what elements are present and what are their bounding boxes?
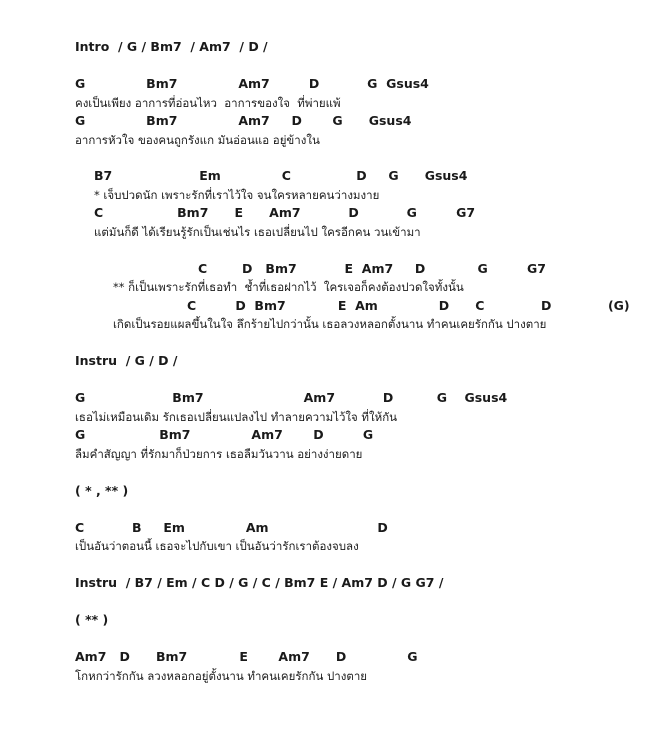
chorus2-lyrics-1: ** ก็เป็นเพราะรักที่เธอทำ ช้ำที่เธอฝากไว้ ใครเจอก็คงต้องปวดใจทั้งนั้น [113, 280, 464, 294]
verse2-lyrics-2: ลืมคำสัญญา ที่รักมาก็ป่วยการ เธอลืมวันวาน อย่างง่ายดาย [75, 447, 363, 461]
bridge-lyrics: เป็นอันว่าตอนนี้ เธอจะไปกับเขา เป็นอันว่ารักเราต้องจบลง [75, 539, 359, 553]
repeat-marker-2: ( ** ) [75, 612, 109, 627]
chorus1-chords-1: B7 Em C D G Gsus4 [94, 168, 468, 183]
bridge-chords: C B Em Am D [75, 520, 388, 535]
outro-chords: Am7 D Bm7 E Am7 D G [75, 649, 418, 664]
verse2-chords-2: G Bm7 Am7 D G [75, 427, 374, 442]
chorus1-lyrics-2: แต่มันก็ดี ได้เรียนรู้รักเป็นเช่นไร เธอเปลี่ยนไป ใครอีกคน วนเข้ามา [94, 225, 421, 239]
instru-line-2: Instru / B7 / Em / C D / G / C / Bm7 E / Am7 D / G G7 / [75, 575, 444, 590]
chorus2-lyrics-2: เกิดเป็นรอยแผลขึ้นในใจ ลึกร้ายไปกว่านั้น เธอลวงหลอกตั้งนาน ทำคนเคยรักกัน ปางตาย [113, 317, 547, 331]
verse1-lyrics-1: คงเป็นเพียง อาการที่อ่อนไหว อาการของใจ ที่พ่ายแพ้ [75, 96, 341, 110]
chorus1-lyrics-1: * เจ็บปวดนัก เพราะรักที่เราไว้ใจ จนใครหลายคนว่างมงาย [94, 188, 380, 202]
verse1-chords-1: G Bm7 Am7 D G Gsus4 [75, 76, 429, 91]
chorus2-chords-1: C D Bm7 E Am7 D G G7 [198, 261, 546, 276]
repeat-marker-1: ( * , ** ) [75, 483, 129, 498]
verse1-lyrics-2: อาการหัวใจ ของคนถูกรังแก มันอ่อนแอ อยู่ข้างใน [75, 133, 320, 147]
verse2-chords-1: G Bm7 Am7 D G Gsus4 [75, 390, 508, 405]
outro-lyrics: โกหกว่ารักกัน ลวงหลอกอยู่ตั้งนาน ทำคนเคยรักกัน ปางตาย [75, 669, 368, 683]
instru-line-1: Instru / G / D / [75, 353, 178, 368]
intro-line: Intro / G / Bm7 / Am7 / D / [75, 39, 268, 54]
chorus2-chords-2: C D Bm7 E Am D C D (G) [187, 298, 630, 313]
verse1-chords-2: G Bm7 Am7 D G Gsus4 [75, 113, 412, 128]
chorus1-chords-2: C Bm7 E Am7 D G G7 [94, 205, 476, 220]
verse2-lyrics-1: เธอไม่เหมือนเดิม รักเธอเปลี่ยนแปลงไป ทำลายความไว้ใจ ที่ให้กัน [75, 410, 398, 424]
